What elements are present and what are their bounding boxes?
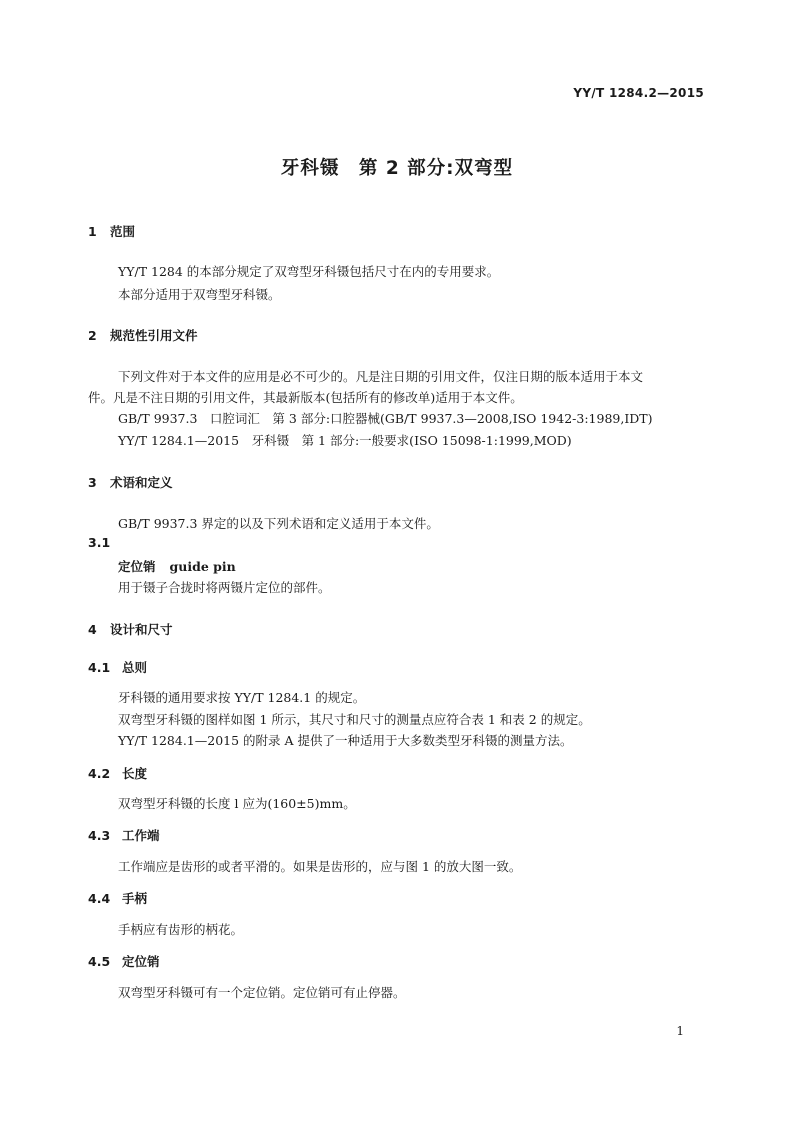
subsection-title: 定位销 — [122, 954, 160, 969]
subsection-4-1-heading — [88, 658, 147, 676]
section-number: 2 — [88, 328, 97, 343]
paragraph: 本部分适用于双弯型牙科镊。 — [118, 287, 281, 302]
subsection-4-4-heading — [88, 889, 147, 907]
paragraph: 牙科镊的通用要求按 YY/T 1284.1 的规定。 — [118, 690, 366, 705]
paragraph: 双弯型牙科镊可有一个定位销。定位销可有止停器。 — [118, 985, 406, 1000]
standard-code: YY/T 1284.2—2015 — [573, 86, 704, 100]
section-title: 范围 — [110, 224, 136, 239]
term-number: 3.1 — [88, 535, 111, 550]
paragraph: 件。凡是不注日期的引用文件，其最新版本(包括所有的修改单)适用于本文件。 — [88, 390, 523, 405]
subsection-title: 长度 — [122, 766, 148, 781]
subsection-title: 总则 — [122, 660, 148, 675]
paragraph: 双弯型牙科镊的长度 l 应为(160±5)mm。 — [118, 796, 356, 811]
reference-item: GB/T 9937.3 口腔词汇 第 3 部分:口腔器械(GB/T 9937.3—2008,ISO 1942-3:1989,IDT) — [118, 411, 653, 426]
subsection-number: 4.5 — [88, 954, 111, 969]
section-1-heading — [88, 222, 135, 240]
paragraph: 手柄应有齿形的柄花。 — [118, 922, 244, 937]
paragraph: 双弯型牙科镊的图样如图 1 所示，其尺寸和尺寸的测量点应符合表 1 和表 2 的规定。 — [118, 712, 591, 727]
section-2-heading — [88, 326, 198, 344]
document-title: 牙科镊 第 2 部分:双弯型 — [280, 158, 514, 179]
term-entry — [118, 557, 236, 575]
subsection-4-5-heading — [88, 952, 160, 970]
subsection-title: 手柄 — [122, 891, 148, 906]
section-title: 设计和尺寸 — [110, 622, 173, 637]
subsection-number: 4.1 — [88, 660, 111, 675]
subsection-title: 工作端 — [122, 828, 160, 843]
subsection-4-2-heading — [88, 764, 147, 782]
subsection-number: 4.2 — [88, 766, 111, 781]
term-zh: 定位销 — [118, 559, 156, 574]
paragraph: GB/T 9937.3 界定的以及下列术语和定义适用于本文件。 — [118, 516, 439, 531]
term-definition: 用于镊子合拢时将两镊片定位的部件。 — [118, 580, 331, 595]
paragraph: 工作端应是齿形的或者平滑的。如果是齿形的，应与图 1 的放大图一致。 — [118, 859, 522, 874]
paragraph: YY/T 1284.1—2015 的附录 A 提供了一种适用于大多数类型牙科镊的测量方法。 — [118, 733, 573, 748]
page-number: 1 — [676, 1024, 684, 1038]
section-number: 4 — [88, 622, 97, 637]
paragraph: 下列文件对于本文件的应用是必不可少的。凡是注日期的引用文件，仅注日期的版本适用于本文 — [118, 369, 644, 384]
section-title: 术语和定义 — [110, 475, 173, 490]
subsection-number: 4.3 — [88, 828, 111, 843]
term-en: guide pin — [169, 559, 236, 574]
section-number: 3 — [88, 475, 97, 490]
section-title: 规范性引用文件 — [110, 328, 198, 343]
section-4-heading — [88, 620, 173, 638]
section-number: 1 — [88, 224, 97, 239]
reference-item: YY/T 1284.1—2015 牙科镊 第 1 部分:一般要求(ISO 15098-1:1999,MOD) — [118, 433, 572, 448]
subsection-number: 4.4 — [88, 891, 111, 906]
section-3-heading — [88, 473, 173, 491]
paragraph: YY/T 1284 的本部分规定了双弯型牙科镊包括尺寸在内的专用要求。 — [118, 264, 500, 279]
subsection-4-3-heading — [88, 826, 160, 844]
